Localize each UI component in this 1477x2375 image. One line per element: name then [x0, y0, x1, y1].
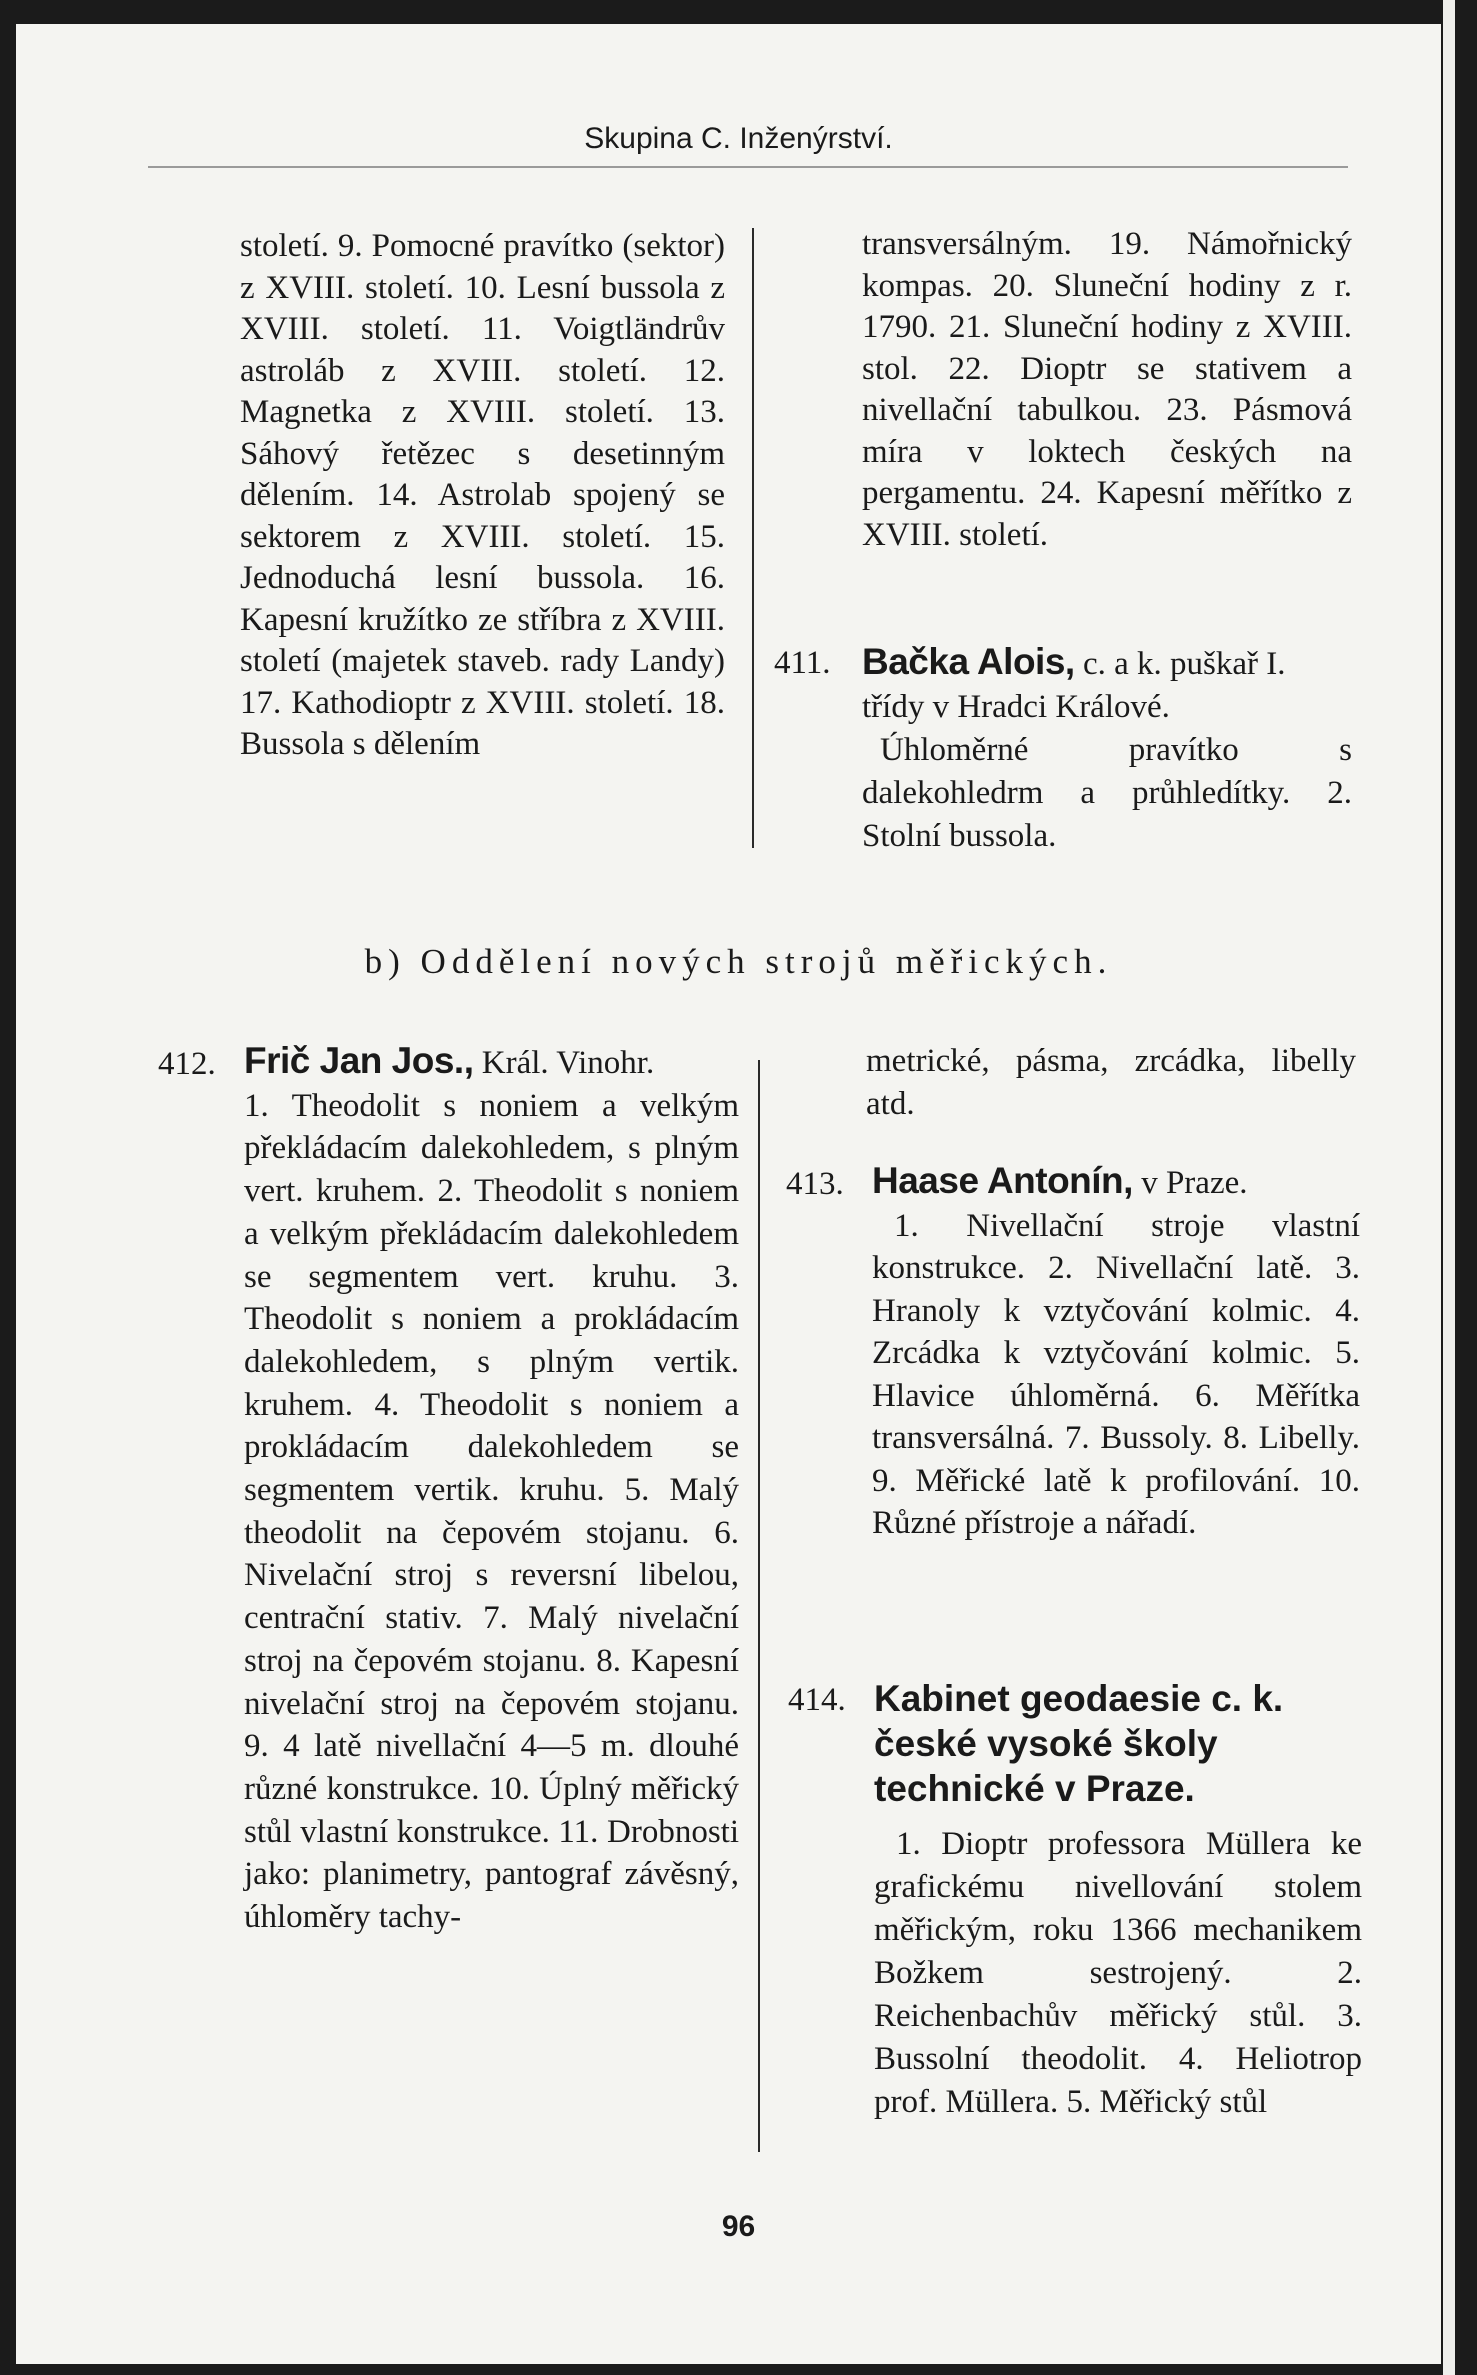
entry-414-name: Kabinet geodaesie c. k. české vysoké školy technické v Praze. [874, 1678, 1284, 1809]
running-head: Skupina C. Inženýrství. [584, 122, 893, 155]
page-edge [1443, 0, 1455, 2375]
entry-413-name: Haase Antonín, [872, 1160, 1133, 1201]
entry-413-items: 1. Nivellační stroje vlastní konstrukce. 2. Nivellační latě. 3. Hranoly k vztyčování kolmic. 4. Zrcádka k vztyčování kolmic. 5. Hlavice úhloměrná. 6. Měřítka transversálná. 7. Bussoly. 8. Libelly. 9. Měřické latě k profilování. 10. Různé přístroje a nářadí. [872, 1207, 1360, 1541]
entry-412-number: 412. [158, 1046, 216, 1082]
entry-411-items: Úhloměrné pravítko s dalekohledrm a průhledítky. 2. Stolní bussola. [862, 732, 1352, 854]
header-rule [148, 166, 1348, 168]
entry-413-affiliation: v Praze. [1141, 1165, 1248, 1201]
bottom-column-rule [758, 1060, 760, 2152]
entry-411-number: 411. [774, 645, 831, 681]
top-right-text: transversálným. 19. Námořnický kompas. 20. Sluneční hodiny z r. 1790. 21. Sluneční hodiny z XVIII. stol. 22. Dioptr se stativem a nivellační tabulkou. 23. Pásmová míra v loktech českých na pergamentu. 24. Kapesní měřítko z XVIII. století. [862, 226, 1352, 553]
entry-412-items: 1. Theodolit s noniem a velkým překládacím dalekohledem, s plným vert. kruhem. 2. Theodolit s noniem a velkým překládacím dalekohledem se segmentem vert. kruhu. 3. Theodolit s noniem a prokládacím dalekohledem, s plným vertik. kruhem. 4. Theodolit s noniem a prokládacím dalekohledem se segmentem vertik. kruhu. 5. Malý theodolit na čepovém stojanu. 6. Nivelační stroj s reversní libelou, centrační stativ. 7. Malý nivelační stroj na čepovém stojanu. 8. Kapesní nivelační stroj na čepovém stojanu. 9. 4 latě nivellační 4—5 m. dlouhé různé konstrukce. 10. Úplný měřický stůl vlastní konstrukce. 11. Drobnosti jako: planimetry, pantograf závěsný, úhloměry tachy- [244, 1087, 739, 1936]
entry-413 [872, 1160, 1360, 1545]
top-column-rule [752, 228, 754, 848]
bottom-right-text: metrické, pásma, zrcádka, libelly atd. [866, 1043, 1356, 1122]
top-left-text: století. 9. Pomocné pravítko (sektor) z XVIII. století. 10. Lesní bussola z XVIII. století. 11. Voigtländrův astroláb z XVIII. století. 12. Magnetka z XVIII. století. 13. Sáhový řetězec s desetinným dělením. 14. Astrolab spojený se sektorem z XVIII. století. 15. Jednoduchá lesní bussola. 16. Kapesní kružítko ze stříbra z XVIII. století (majetek staveb. rady Landy) 17. Kathodioptr z XVIII. století. 18. Bussola s dělením [240, 228, 725, 762]
entry-412 [244, 1040, 739, 1939]
bottom-right-continuation [866, 1040, 1356, 1126]
entry-412-name: Frič Jan Jos., [244, 1040, 474, 1081]
page-number: 96 [721, 2210, 756, 2243]
entry-411-name: Bačka Alois, [862, 641, 1075, 682]
entry-414-items: 1. Dioptr professora Müllera ke grafickému nivellování stolem měřickým, roku 1366 mechanikem Božkem sestrojený. 2. Reichenbachův měřický stůl. 3. Bussolní theodolit. 4. Heliotrop prof. Müllera. 5. Měřický stůl [874, 1826, 1362, 2120]
top-left-column [240, 226, 725, 766]
entry-412-affiliation: Král. Vinohr. [481, 1045, 655, 1081]
entry-413-number: 413. [786, 1166, 844, 1202]
entry-411 [862, 640, 1352, 858]
entry-414-number: 414. [788, 1682, 846, 1718]
entry-411-affiliation: c. a k. puškař I. třídy v Hradci Králové. [862, 646, 1286, 725]
top-right-column [862, 224, 1352, 556]
section-title: b) Oddělení nových strojů měřických. [364, 942, 1113, 981]
entry-414 [874, 1676, 1362, 2124]
